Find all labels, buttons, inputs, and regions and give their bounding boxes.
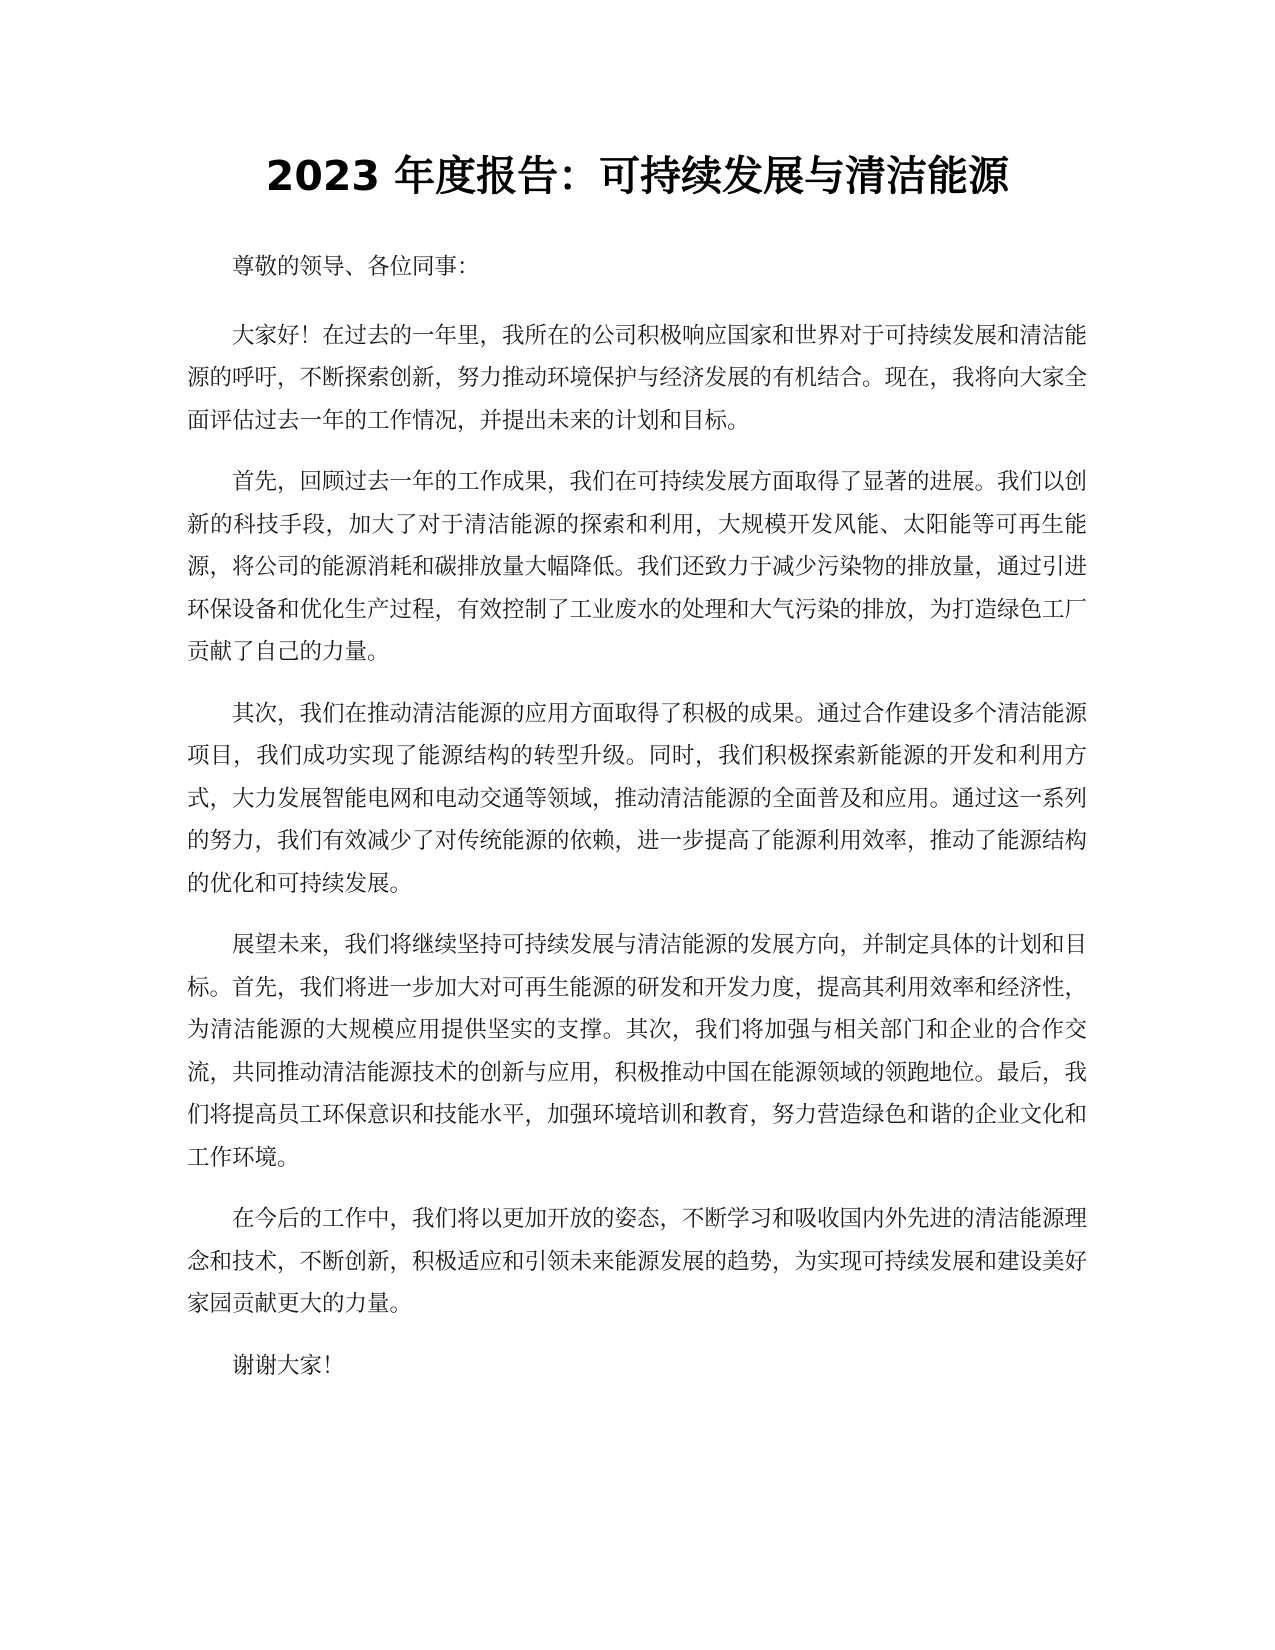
paragraph-greeting: 大家好！在过去的一年里，我所在的公司积极响应国家和世界对于可持续发展和清洁能源的呼吁，不断探索创新，努力推动环境保护与经济发展的有机结合。现在，我将向大家全面评估过去一年的工作情况，并提出未来的计划和目标。 [187,322,1088,434]
paragraph-outlook: 在今后的工作中，我们将以更加开放的姿态，不断学习和吸收国内外先进的清洁能源理念和技术，不断创新，积极适应和引领未来能源发展的趋势，为实现可持续发展和建设美好家园贡献更大的力量。 [187,1206,1088,1317]
document-body [187,246,1087,1406]
paragraph-clean-energy-results: 其次，我们在推动清洁能源的应用方面取得了积极的成果。通过合作建设多个清洁能源项目，我们成功实现了能源结构的转型升级。同时，我们积极探索新能源的开发和利用方式，大力发展智能电网和电动交通等领域，推动清洁能源的全面普及和应用。通过这一系列的努力，我们有效减少了对传统能源的依赖，进一步提高了能源利用效率，推动了能源结构的优化和可持续发展。 [187,700,1088,897]
paragraph-future-plans: 展望未来，我们将继续坚持可持续发展与清洁能源的发展方向，并制定具体的计划和目标。首先，我们将进一步加大对可再生能源的研发和开发力度，提高其利用效率和经济性，为清洁能源的大规模应用提供坚实的支撑。其次，我们将加强与相关部门和企业的合作交流，共同推动清洁能源技术的创新与应用，积极推动中国在能源领域的领跑地位。最后，我们将提高员工环保意识和技能水平，加强环境培训和教育，努力营造绿色和谐的企业文化和工作环境。 [187,932,1088,1171]
paragraph-achievements: 首先，回顾过去一年的工作成果，我们在可持续发展方面取得了显著的进展。我们以创新的科技手段，加大了对于清洁能源的探索和利用，大规模开发风能、太阳能等可再生能源，将公司的能源消耗和碳排放量大幅降低。我们还致力于减少污染物的排放量，通过引进环保设备和优化生产过程，有效控制了工业废水的处理和大气污染的排放，为打造绿色工厂贡献了自己的力量。 [187,469,1088,665]
closing: 谢谢大家！ [232,1352,345,1379]
salutation: 尊敬的领导、各位同事： [232,254,480,280]
page-title: 2023 年度报告：可持续发展与清洁能源 [265,152,1010,200]
